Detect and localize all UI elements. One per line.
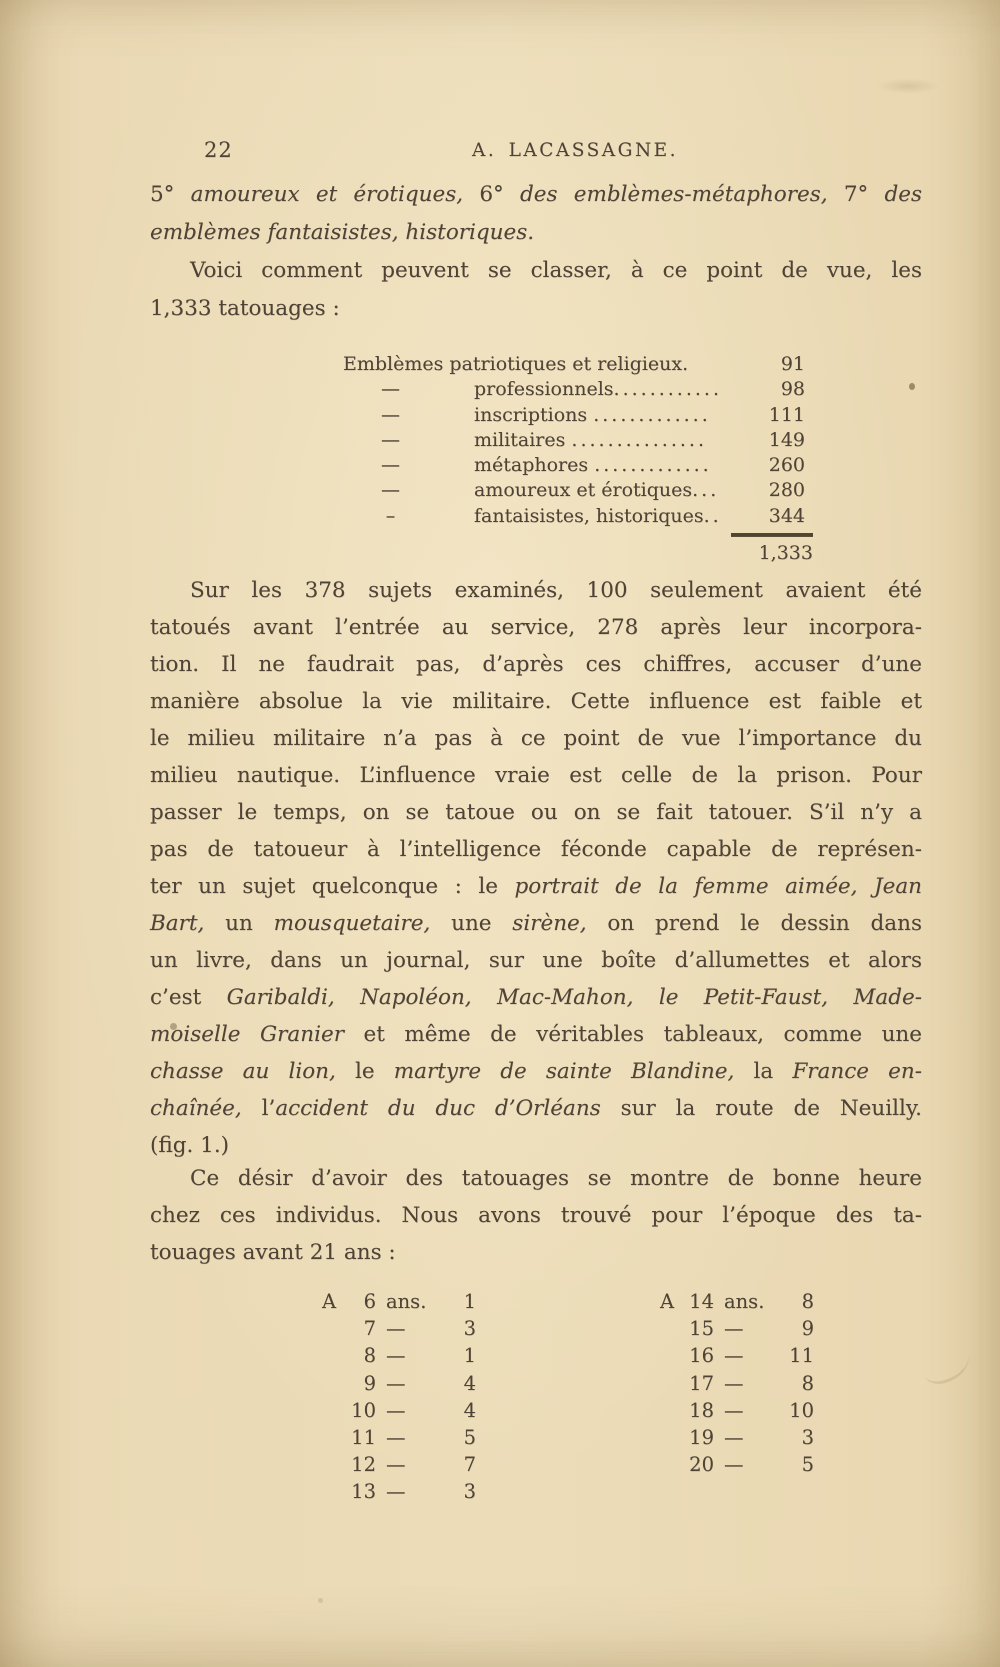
text-segment: portrait de la femme aimée, Jean	[514, 874, 922, 899]
text-segment: chez ces individus. Nous avons trouvé pour l’époque des ta-	[150, 1203, 922, 1228]
text-segment: 6°	[479, 182, 520, 207]
leader-dots: ...............	[571, 428, 707, 451]
text-segment: Bart,	[150, 911, 205, 936]
age-number: 15	[689, 1317, 714, 1341]
text-segment: accident du duc d’Orléans	[275, 1096, 601, 1121]
age-number: 6	[363, 1290, 376, 1313]
row-value: 98	[780, 378, 805, 401]
text-segment: Voici comment peuvent se classer, à ce point de vue, les	[190, 258, 922, 283]
row-value: 280	[768, 479, 805, 502]
age-suffix: —	[386, 1426, 406, 1450]
age-suffix: —	[724, 1453, 744, 1477]
text-line	[150, 794, 922, 831]
text-segment: touages avant 21 ans :	[150, 1240, 396, 1265]
row-value: 91	[780, 353, 805, 375]
age-suffix: —	[386, 1344, 406, 1368]
age-prefix	[322, 1315, 344, 1342]
age-number: 20	[689, 1453, 714, 1477]
text-line	[150, 757, 922, 794]
age-suffix: —	[386, 1453, 406, 1477]
age-row	[322, 1424, 476, 1451]
text-segment: Ce désir d’avoir des tatouages se montre de bonne heure	[190, 1166, 922, 1191]
text-segment: et même de véritables tableaux, comme une	[343, 1022, 922, 1047]
table-row	[343, 478, 805, 503]
text-line	[150, 868, 922, 905]
age-count: 4	[463, 1398, 476, 1422]
text-segment: ter un sujet quelconque : le	[150, 874, 515, 899]
row-label: métaphores .............	[474, 454, 712, 477]
text-line	[150, 214, 922, 252]
age-count: 5	[463, 1426, 476, 1450]
table-row	[343, 352, 805, 377]
text-line	[150, 979, 922, 1016]
text-segment: sur la route de Neuilly.	[600, 1096, 922, 1121]
classification-table	[343, 352, 813, 566]
text-segment: 7°	[843, 182, 885, 207]
age-number: 13	[351, 1480, 376, 1504]
row-value: 111	[768, 403, 805, 426]
leader-dots: .............	[593, 403, 711, 426]
age-row	[322, 1342, 476, 1369]
age-suffix: ans.	[386, 1290, 427, 1313]
text-segment: c’est	[150, 985, 227, 1010]
leader-dots: ...	[692, 479, 720, 502]
total-rule	[731, 533, 813, 537]
text-segment: tion. Il ne faudrait pas, d’après ces chiffres, accuser d’une	[150, 652, 922, 677]
text-line	[150, 905, 922, 942]
age-prefix: A	[322, 1290, 337, 1313]
age-prefix	[660, 1424, 682, 1451]
text-line	[150, 609, 922, 646]
age-count: 3	[801, 1426, 814, 1450]
age-row	[660, 1397, 814, 1424]
text-segment: Sur les 378 sujets examinés, 100 seulement avaient été	[190, 578, 922, 603]
age-suffix: —	[724, 1344, 744, 1368]
age-prefix	[322, 1478, 344, 1505]
age-suffix: —	[724, 1371, 744, 1395]
age-row	[660, 1370, 814, 1397]
ditto-dash: —	[381, 378, 400, 401]
text-line	[150, 1053, 922, 1090]
age-suffix: —	[386, 1480, 406, 1504]
age-count: 3	[463, 1317, 476, 1341]
age-row	[322, 1451, 476, 1478]
running-title: A. LACASSAGNE.	[472, 140, 679, 161]
age-table-left-column	[322, 1288, 476, 1506]
age-suffix: —	[724, 1426, 744, 1450]
text-line	[150, 1016, 922, 1053]
age-number: 12	[351, 1453, 376, 1477]
table-row	[343, 453, 805, 478]
text-segment: on prend le dessin dans	[586, 911, 922, 936]
age-suffix: —	[724, 1398, 744, 1422]
age-prefix	[322, 1451, 344, 1478]
text-segment: moiselle Granier	[150, 1022, 344, 1047]
age-intro-paragraph	[150, 1160, 922, 1271]
text-segment: des emblèmes-métaphores,	[519, 182, 844, 207]
table-row	[343, 504, 805, 529]
text-line	[150, 252, 922, 290]
text-segment: passer le temps, on se tatoue ou on se fait tatouer. S’il n’y a	[150, 800, 922, 825]
running-head	[150, 138, 922, 170]
text-segment: 5°	[150, 182, 191, 207]
age-row	[660, 1342, 814, 1369]
age-row	[660, 1424, 814, 1451]
leader-dots: ............	[613, 378, 723, 401]
text-line	[150, 1090, 922, 1127]
text-segment: Garibaldi, Napoléon, Mac-Mahon, le Petit-Faust, Made-	[226, 985, 922, 1010]
text-line	[150, 1234, 922, 1271]
total-value: 1,333	[758, 542, 813, 565]
text-segment: un livre, dans un journal, sur une boîte d’allumettes et alors	[150, 948, 922, 973]
text-line	[150, 1197, 922, 1234]
text-segment: un	[204, 911, 274, 936]
ditto-dash: —	[381, 479, 400, 502]
paper-speck	[318, 1598, 323, 1603]
text-line	[150, 176, 922, 214]
ditto-dash: —	[381, 403, 400, 426]
row-label: fantaisistes, historiques..	[474, 504, 722, 527]
row-label: amoureux et érotiques...	[474, 479, 720, 502]
age-number: 16	[689, 1344, 714, 1368]
age-count: 10	[789, 1398, 814, 1422]
age-prefix	[322, 1370, 344, 1397]
age-row	[660, 1288, 814, 1315]
age-suffix: —	[724, 1317, 744, 1341]
age-count: 3	[463, 1480, 476, 1504]
age-count: 11	[789, 1344, 814, 1368]
text-line	[150, 572, 922, 609]
age-suffix: —	[386, 1371, 406, 1395]
age-prefix	[660, 1370, 682, 1397]
row-label: professionnels............	[474, 378, 723, 401]
age-prefix	[322, 1342, 344, 1369]
age-number: 8	[363, 1344, 376, 1368]
row-label: militaires ...............	[474, 428, 707, 451]
age-count: 5	[801, 1453, 814, 1477]
text-segment: sirène,	[512, 911, 587, 936]
text-line	[150, 942, 922, 979]
text-segment: la	[734, 1059, 793, 1084]
row-value: 344	[768, 504, 805, 527]
text-segment: manière absolue la vie militaire. Cette influence est faible et	[150, 689, 922, 714]
text-segment: martyre de sainte Blandine,	[393, 1059, 735, 1084]
text-segment: 1,333 tatouages :	[150, 296, 340, 321]
age-count: 8	[801, 1371, 814, 1395]
age-number: 11	[351, 1426, 376, 1450]
age-number: 18	[689, 1398, 714, 1422]
page-number: 22	[204, 138, 233, 162]
text-segment: mousquetaire,	[273, 911, 431, 936]
text-segment: des	[884, 182, 923, 207]
ditto-dash: —	[381, 454, 400, 477]
table-row	[343, 428, 805, 453]
ink-speck	[909, 383, 915, 390]
age-row	[322, 1288, 476, 1315]
age-number: 19	[689, 1426, 714, 1450]
age-number: 17	[689, 1371, 714, 1395]
age-count: 8	[801, 1290, 814, 1313]
text-line	[150, 683, 922, 720]
text-line	[150, 290, 922, 328]
age-number: 7	[363, 1317, 376, 1341]
age-number: 10	[351, 1398, 376, 1422]
classification-rows	[343, 352, 805, 529]
text-line	[150, 720, 922, 757]
text-segment: milieu nautique. L’influence vraie est celle de la prison. Pour	[150, 763, 922, 788]
age-count: 9	[801, 1317, 814, 1341]
intro-paragraph	[150, 176, 922, 252]
age-suffix: ans.	[724, 1290, 765, 1313]
age-count: 1	[463, 1344, 476, 1368]
paper-smudge	[876, 78, 940, 94]
text-segment: amoureux et érotiques,	[190, 182, 480, 207]
age-count: 7	[463, 1453, 476, 1477]
text-line	[150, 1127, 922, 1164]
text-segment: France en-	[792, 1059, 922, 1084]
age-count: 1	[463, 1290, 476, 1313]
age-suffix: —	[386, 1317, 406, 1341]
text-line	[150, 646, 922, 683]
leader-dots: .............	[594, 454, 712, 477]
text-segment: tatoués avant l’entrée au service, 278 après leur incorpora-	[150, 615, 922, 640]
paper-scratch	[918, 1341, 974, 1388]
age-suffix: —	[386, 1398, 406, 1422]
text-segment: le milieu militaire n’a pas à ce point de vue l’importance du	[150, 726, 922, 751]
age-prefix	[660, 1451, 682, 1478]
ditto-dash: –	[385, 504, 396, 527]
classement-paragraph	[150, 252, 922, 328]
text-segment: une	[430, 911, 513, 936]
age-prefix	[322, 1424, 344, 1451]
age-prefix	[322, 1397, 344, 1424]
row-label: inscriptions .............	[474, 403, 711, 426]
main-paragraph	[150, 572, 922, 1164]
row-value: 149	[768, 428, 805, 451]
text-segment: chasse au lion,	[150, 1059, 336, 1084]
text-segment: emblèmes fantaisistes, historiques.	[150, 220, 535, 245]
table-row	[343, 377, 805, 402]
age-prefix: A	[660, 1290, 675, 1313]
age-row	[660, 1451, 814, 1478]
age-count: 4	[463, 1371, 476, 1395]
age-number: 14	[689, 1290, 714, 1313]
row-label: Emblèmes patriotiques et religieux.	[343, 353, 689, 375]
age-prefix	[660, 1397, 682, 1424]
age-row	[322, 1370, 476, 1397]
age-row	[660, 1315, 814, 1342]
leader-dots: ..	[703, 504, 722, 527]
age-table-right-column	[660, 1288, 814, 1478]
text-line	[150, 1160, 922, 1197]
ditto-dash: —	[381, 428, 400, 451]
age-row	[322, 1397, 476, 1424]
text-segment: le	[335, 1059, 394, 1084]
text-segment: chaînée,	[150, 1096, 242, 1121]
age-number: 9	[363, 1371, 376, 1395]
text-segment: pas de tatoueur à l’intelligence féconde capable de représen-	[150, 837, 922, 862]
age-row	[322, 1478, 476, 1505]
age-row	[322, 1315, 476, 1342]
age-prefix	[660, 1315, 682, 1342]
text-segment: (fig. 1.)	[150, 1133, 230, 1158]
table-row	[343, 403, 805, 428]
row-value: 260	[768, 454, 805, 477]
text-segment: l’	[241, 1096, 276, 1121]
text-line	[150, 831, 922, 868]
age-prefix	[660, 1342, 682, 1369]
